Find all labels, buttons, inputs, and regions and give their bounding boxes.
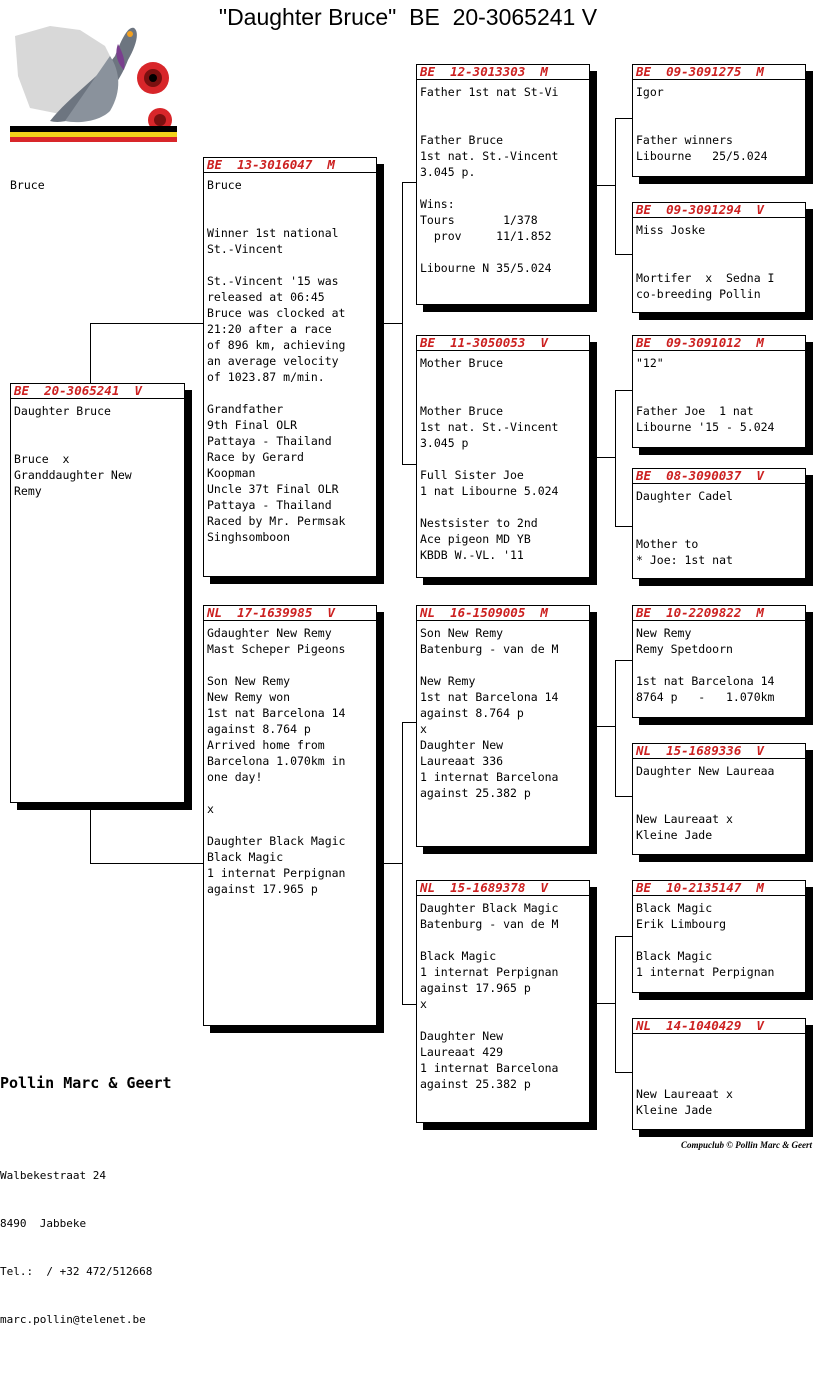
card-ddd[interactable] — [632, 1018, 806, 1130]
owner-info — [0, 1136, 172, 1360]
card-ssd[interactable] — [632, 202, 806, 313]
card-text: Bruce Winner 1st national St.-Vincent St.-Vincent '15 was released at 06:45 Bruce was clocked at 21:20 after a race of 896 km, achieving an average velocity of 1023.87 m/min. Grandfather 9th Final OLR Pattaya - Thailand Race by Gerard Koopman Uncle 37t Final OLR Pattaya - Thailand Raced by Mr. Permsak Singhsomboon — [207, 178, 346, 544]
connector-line — [376, 863, 402, 864]
card-dss[interactable] — [632, 605, 806, 718]
page-title: "Daughter Bruce" BE 20-3065241 V — [218, 4, 598, 30]
connector-line — [615, 118, 632, 119]
card-text: Son New Remy Batenburg - van de M New Remy 1st nat Barcelona 14 against 8.764 p x Daughter New Laureaat 336 1 internat Barcelona against 25.382 p — [420, 626, 559, 800]
ring-number: BE 09-3091012 M — [633, 336, 805, 351]
ring-number: BE 08-3090037 V — [633, 469, 805, 484]
card-dsd[interactable] — [632, 743, 806, 855]
card-text: Mother Bruce Mother Bruce 1st nat. St.-Vincent 3.045 p Full Sister Joe 1 nat Libourne 5.024 Nestsister to 2nd Ace pigeon MD YB KBDB W.-VL. '11 — [420, 356, 559, 562]
card-sds[interactable] — [632, 335, 806, 448]
card-text: Gdaughter New Remy Mast Scheper Pigeons Son New Remy New Remy won 1st nat Barcelona 14 against 8.764 p Arrived home from Barcelona 1.070km in one day! x Daughter Black Magic Black Magic 1 internat Perpignan against 17.965 p — [207, 626, 346, 896]
connector-line — [90, 802, 91, 863]
connector-line — [589, 1003, 615, 1004]
connector-line — [615, 118, 616, 254]
connector-line — [615, 660, 632, 661]
owner-tel: Tel.: / +32 472/512668 — [0, 1265, 153, 1278]
connector-line — [90, 863, 204, 864]
connector-line — [376, 323, 402, 324]
ring-number: NL 16-1509005 M — [417, 606, 589, 621]
ring-number: NL 15-1689336 V — [633, 744, 805, 759]
connector-line — [589, 185, 615, 186]
card-dam-sire[interactable] — [416, 605, 590, 847]
card-text: Daughter Cadel Mother to * Joe: 1st nat — [636, 489, 733, 567]
owner-email[interactable]: marc.pollin@telenet.be — [0, 1313, 146, 1326]
connector-line — [589, 457, 615, 458]
card-sdd[interactable] — [632, 468, 806, 579]
ring-number: BE 09-3091294 V — [633, 203, 805, 218]
ring-number: BE 10-2209822 M — [633, 606, 805, 621]
connector-line — [402, 1004, 417, 1005]
card-text: New Laureaat x Kleine Jade — [636, 1087, 733, 1117]
card-text: Daughter Bruce Bruce x Granddaughter New Remy — [14, 404, 132, 498]
connector-line — [615, 390, 616, 526]
card-text: Daughter Black Magic Batenburg - van de M Black Magic 1 internat Perpignan against 17.965 p x Daughter New Laureaat 429 1 internat Barcelona against 25.382 p — [420, 901, 559, 1091]
connector-line — [615, 1072, 632, 1073]
copyright-notice: Compuclub © Pollin Marc & Geert — [681, 1140, 812, 1150]
connector-line — [589, 726, 615, 727]
connector-line — [90, 323, 204, 324]
connector-line — [402, 722, 403, 1004]
connector-line — [615, 390, 632, 391]
owner-block — [0, 1036, 172, 1379]
ring-number: NL 14-1040429 V — [633, 1019, 805, 1034]
connector-line — [615, 796, 632, 797]
club-logo — [10, 16, 177, 142]
connector-line — [402, 182, 417, 183]
owner-address: Walbekestraat 24 — [0, 1169, 106, 1182]
card-text: "12" Father Joe 1 nat Libourne '15 - 5.024 — [636, 356, 775, 434]
card-sss[interactable] — [632, 64, 806, 177]
connector-line — [402, 722, 417, 723]
card-dds[interactable] — [632, 880, 806, 993]
ring-number: NL 17-1639985 V — [204, 606, 376, 621]
connector-line — [90, 323, 91, 385]
card-text: Igor Father winners Libourne 25/5.024 — [636, 85, 768, 163]
ring-number: NL 15-1689378 V — [417, 881, 589, 896]
card-dam[interactable] — [203, 605, 377, 1026]
connector-line — [402, 182, 403, 464]
owner-city: 8490 Jabbeke — [0, 1217, 87, 1230]
connector-line — [615, 936, 632, 937]
card-sire[interactable] — [203, 157, 377, 577]
owner-name: Pollin Marc & Geert — [0, 1074, 172, 1092]
card-text: Black Magic Erik Limbourg Black Magic 1 internat Perpignan — [636, 901, 775, 979]
connector-line — [402, 464, 417, 465]
side-label: Bruce — [10, 178, 45, 192]
card-subject[interactable] — [10, 383, 185, 803]
card-text: Daughter New Laureaa New Laureaat x Kleine Jade — [636, 764, 775, 842]
ring-number: BE 10-2135147 M — [633, 881, 805, 896]
ring-number: BE 11-3050053 V — [417, 336, 589, 351]
ring-number: BE 13-3016047 M — [204, 158, 376, 173]
card-text: New Remy Remy Spetdoorn 1st nat Barcelona 14 8764 p - 1.070km — [636, 626, 775, 704]
ring-number: BE 20-3065241 V — [11, 384, 184, 399]
ring-number: BE 12-3013303 M — [417, 65, 589, 80]
card-text: Father 1st nat St-Vi Father Bruce 1st nat. St.-Vincent 3.045 p. Wins: Tours 1/378 prov 11/1.852 Libourne N 35/5.024 — [420, 85, 559, 275]
card-dam-dam[interactable] — [416, 880, 590, 1123]
connector-line — [615, 936, 616, 1072]
pigeon-logo-image — [10, 16, 177, 142]
card-text: Miss Joske Mortifer x Sedna I co-breeding Pollin — [636, 223, 775, 301]
connector-line — [615, 526, 632, 527]
ring-number: BE 09-3091275 M — [633, 65, 805, 80]
connector-line — [615, 254, 632, 255]
card-sire-dam[interactable] — [416, 335, 590, 578]
card-sire-sire[interactable] — [416, 64, 590, 305]
connector-line — [615, 660, 616, 796]
